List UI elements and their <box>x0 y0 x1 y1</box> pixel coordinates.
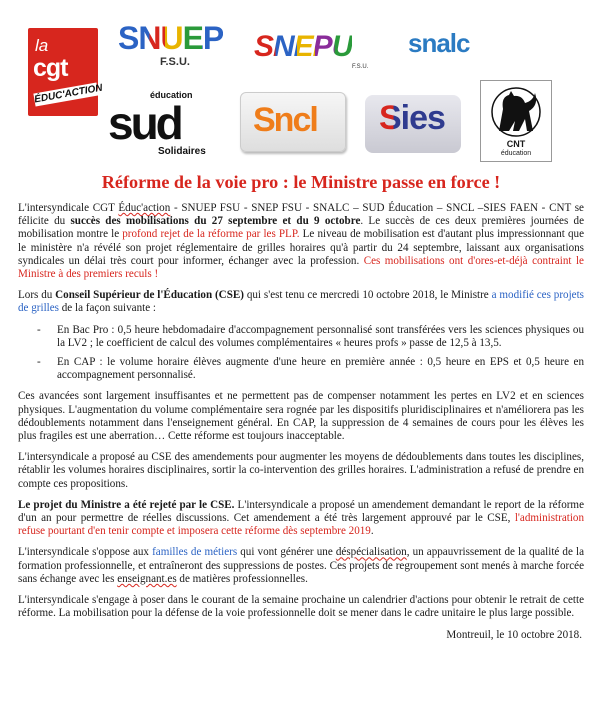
p6-text-2: qui vont générer une <box>237 546 336 559</box>
paragraph-insufficient: Ces avancées sont largement insuffisantes et ne permettent pas de compenser notamment les pertes en LV2 et en sciences physiques. L'augmentation du volume complémentaire sera rognée par les dispositifs pluridisciplinaires et n'améliorera pas les dédoublements notamment dans l'enseignement général. En CAP, la suppression de 4 semaines de cours pour les élèves les plus fragiles est une aberration… Cette réforme est toujours inacceptable. <box>18 390 584 443</box>
sud-logo-top: éducation <box>150 90 193 100</box>
sncl-logo <box>240 92 346 152</box>
snalc-logo <box>408 28 498 64</box>
p1-spellcheck-word: Éduc'action <box>118 202 171 214</box>
p6-text-4: de matières professionnelles. <box>176 572 308 585</box>
p2-blue: a modifié ces projets de grilles <box>18 289 584 315</box>
p6-spellcheck-word: déspécialisation <box>335 546 407 559</box>
sud-education-logo <box>106 88 216 158</box>
signature-date: Montreuil, le 10 octobre 2018. <box>446 629 582 642</box>
sies-logo-name: Sies <box>379 99 445 137</box>
cgt-logo <box>28 28 104 116</box>
p1-text: L'intersyndicale CGT <box>18 202 119 214</box>
paragraph-intro <box>18 202 584 281</box>
list-dash: - <box>37 323 41 336</box>
paragraph-engagement: L'intersyndicale s'engage à poser dans le courant de la semaine prochaine un calendrier d'actions pour obtenir le retrait de cette réforme. La mobilisation pour la défense de la voie professionnelle doit se mener dans le cadre unitaire le plus large possible. <box>18 594 584 620</box>
communique-body <box>18 171 584 643</box>
paragraph-families <box>18 546 584 586</box>
changes-list <box>18 324 584 383</box>
cnt-logo-name: CNT <box>506 139 526 149</box>
paragraph-rejected <box>18 499 584 539</box>
snuep-logo <box>118 20 228 82</box>
p1-red-2: Ces mobilisations ont d'ores-et-déjà contraint le Ministre à des premiers reculs ! <box>18 254 584 281</box>
sud-logo-name: sud <box>108 97 181 149</box>
sncl-logo-name: Sncl <box>253 101 317 139</box>
p1-text-2: - SNUEP FSU - SNEP FSU - SNALC – SUD Éducation – SNCL –SIES FAEN - CNT se félicite du <box>18 202 584 228</box>
list-item <box>18 324 584 350</box>
snep-logo-name: SNEPU <box>254 30 353 63</box>
snuep-logo-text <box>118 20 228 56</box>
black-cat-icon <box>489 87 543 137</box>
p6-blue: familles de métiers <box>152 546 238 559</box>
p2-text-2: qui s'est tenu ce mercredi 10 octobre 2018, le Ministre <box>243 289 489 302</box>
snalc-logo-name: snalc <box>408 28 470 58</box>
page-title: Réforme de la voie pro : le Ministre passe en force ! <box>101 172 501 192</box>
p1-red: profond rejet de la réforme par les PLP. <box>122 228 300 241</box>
p1-bold: succès des mobilisations du 27 septembre et du 9 octobre <box>70 215 361 228</box>
sud-logo-sub: Solidaires <box>158 146 206 157</box>
list-item-text: En Bac Pro : 0,5 heure hebdomadaire d'accompagnement personnalisé sont transférées vers les sciences physiques ou la LV2 ; le coefficient de calcul des volumes complémentaires « heures profs » passe de 12,5 à 13,5. <box>57 323 584 349</box>
p1-text-4: Le niveau de mobilisation est d'autant plus impressionnant que le ministère n'a révélé son projet réglementaire de grilles horaires qu'à partir du 24 septembre, laissant aux organisations syndicales un délai très court pour informer, échanger avec la profession. <box>18 228 584 267</box>
snep-logo <box>254 30 384 70</box>
cgt-logo-educaction: ÉDUC'ACTION <box>33 82 104 106</box>
paragraph-amendments: L'intersyndicale a proposé au CSE des amendements pour augmenter les moyens de dédoublements dans toutes les disciplines, rétablir les volumes horaires disciplinaires, sortir la co-intervention des grilles horaires. L'administration a refusé de prendre en compte ces propositions. <box>18 451 584 490</box>
snuep-logo-name: SNUEP <box>118 20 224 56</box>
list-item-text: En CAP : le volume horaire élèves augmente d'une heure en première année : 0,5 heure en EPS et 0,5 heure en accompagnement personnalisé. <box>57 356 584 382</box>
p2-text: Lors du <box>18 289 56 302</box>
p6-text: L'intersyndicale s'oppose aux <box>18 546 153 559</box>
cnt-logo-sub: éducation <box>500 150 532 157</box>
sies-logo <box>365 95 461 153</box>
p5-red: l'administration refuse pourtant d'en tenir compte et imposera cette réforme dès septembre 2019 <box>18 512 584 538</box>
p5-bold: Le projet du Ministre a été rejeté par le CSE. <box>18 498 235 511</box>
snep-logo-sub: F.S.U. <box>352 64 369 70</box>
paragraph-cse <box>18 289 584 315</box>
p6-spellcheck-word-2: enseignant.es <box>117 572 177 585</box>
cnt-education-logo <box>480 80 552 162</box>
p1-text-3: . Le succès de ces deux premières journées de mobilisation montre le <box>18 215 585 241</box>
p5-text: L'intersyndicale a proposé un amendement demandant le report de la réforme d'un an pour permettre de réelles discussions. Cet amendement a été très largement approuvé par le CSE, <box>18 498 584 525</box>
list-dash: - <box>37 356 41 369</box>
cgt-logo-text: cgt <box>33 54 68 82</box>
list-item <box>18 356 584 382</box>
p6-text-3: , un appauvrissement de la qualité de la formation professionnelle, et entraîneront des suppressions de postes. Ces projets de regroupement sont menés à marche forcée sans échange avec les <box>18 546 585 585</box>
cgt-logo-text-la: la <box>35 36 49 55</box>
p2-bold: Conseil Supérieur de l'Éducation (CSE) <box>55 289 244 302</box>
union-logos <box>0 0 600 160</box>
p2-text-3: de la façon suivante : <box>58 302 157 315</box>
snuep-logo-sub: F.S.U. <box>160 56 190 68</box>
p5-text-2: . <box>370 525 374 538</box>
